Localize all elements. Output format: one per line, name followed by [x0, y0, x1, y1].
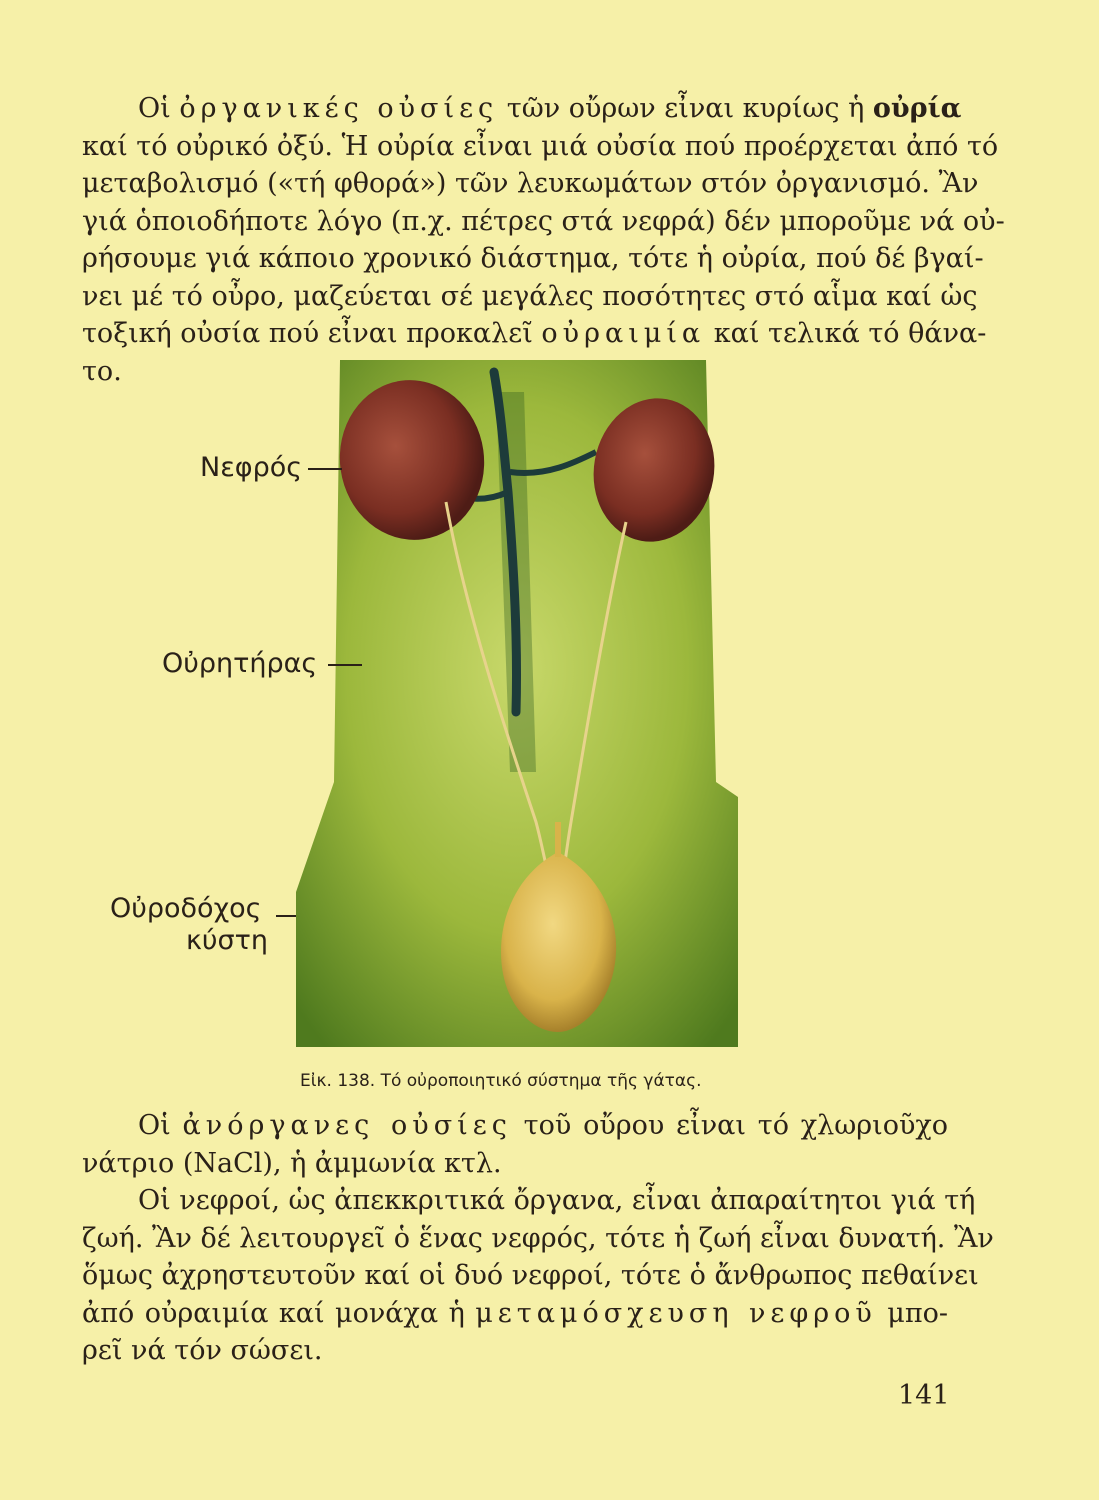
leader-line-kidney [308, 468, 342, 470]
intro-line-7 [82, 315, 987, 353]
intro-line-1 [82, 90, 962, 128]
cat-urinary-system-photo [296, 352, 738, 1047]
text-run: Οἱ [138, 1110, 183, 1141]
text-run: μπο- [876, 1297, 948, 1329]
leader-line-ureter [328, 664, 362, 666]
emphasized-term: μεταμόσχευση νεφροῦ [475, 1297, 877, 1329]
leader-line-bladder [276, 915, 296, 917]
bold-term-ouria: οὐρία [872, 93, 962, 124]
figure-illustration [296, 352, 738, 1047]
emphasized-term: ὀργανικές οὐσίες [179, 93, 499, 124]
figure-caption: Εἰκ. 138. Τό οὐροποιητικό σύστημα τῆς γάτας. [300, 1071, 702, 1091]
outro-line-6 [82, 1295, 948, 1333]
outro-line-1 [82, 1107, 948, 1145]
emphasized-term: ἀνόργανες οὐσίες [182, 1110, 512, 1141]
text-run: ἀπό οὐραιμία καί μονάχα ἡ [82, 1297, 476, 1329]
label-bladder-line1: Οὐροδόχος [110, 893, 262, 924]
outro-line-2: νάτριο (NaCl), ἡ ἀμμωνία κτλ. [82, 1147, 502, 1179]
intro-line-3: μεταβολισμό («τή φθορά») τῶν λευκωμάτων στόν ὀργανισμό. Ἂν [82, 168, 979, 199]
outro-line-3: Οἱ νεφροί, ὡς ἀπεκκριτικά ὄργανα, εἶναι ἀπαραίτητοι γιά τή [138, 1185, 976, 1216]
outro-paragraph [82, 1107, 994, 1370]
label-ureter: Οὐρητήρας [162, 648, 318, 679]
intro-paragraph [82, 90, 1005, 390]
intro-line-5: ρήσουμε γιά κάποιο χρονικό διάστημα, τότε ἡ οὐρία, πού δέ βγαί- [82, 243, 984, 274]
outro-line-4: ζωή. Ἂν δέ λειτουργεῖ ὁ ἕνας νεφρός, τότε ἡ ζωή εἶναι δυνατή. Ἂν [82, 1222, 994, 1254]
text-run: τοῦ οὔρου εἶναι τό χλωριοῦχο [511, 1110, 949, 1141]
intro-line-4: γιά ὁποιοδήποτε λόγο (π.χ. πέτρες στά νεφρά) δέν μποροῦμε νά οὐ- [82, 205, 1005, 237]
text-run: τοξική οὐσία πού εἶναι προκαλεῖ [82, 318, 542, 349]
intro-line-8: το. [82, 355, 122, 387]
outro-line-5: ὅμως ἀχρηστευτοῦν καί οἱ δυό νεφροί, τότε ὁ ἄνθρωπος πεθαίνει [82, 1260, 979, 1291]
text-run: καί τελικά τό θάνα- [705, 318, 987, 349]
intro-line-6: νει μέ τό οὖρο, μαζεύεται σέ μεγάλες ποσότητες στό αἷμα καί ὡς [82, 280, 978, 312]
text-run: Οἱ [138, 93, 180, 124]
outro-line-7: ρεῖ νά τόν σώσει. [82, 1335, 323, 1366]
label-kidney: Νεφρός [200, 452, 303, 483]
page-number: 141 [898, 1380, 950, 1411]
emphasized-term: οὐραιμία [541, 318, 706, 349]
label-bladder-line2: κύστη [186, 925, 269, 956]
text-run: τῶν οὔρων εἶναι κυρίως ἡ [498, 93, 873, 124]
intro-line-2: καί τό οὐρικό ὀξύ. Ἡ οὐρία εἶναι μιά οὐσία πού προέρχεται ἀπό τό [82, 130, 999, 162]
